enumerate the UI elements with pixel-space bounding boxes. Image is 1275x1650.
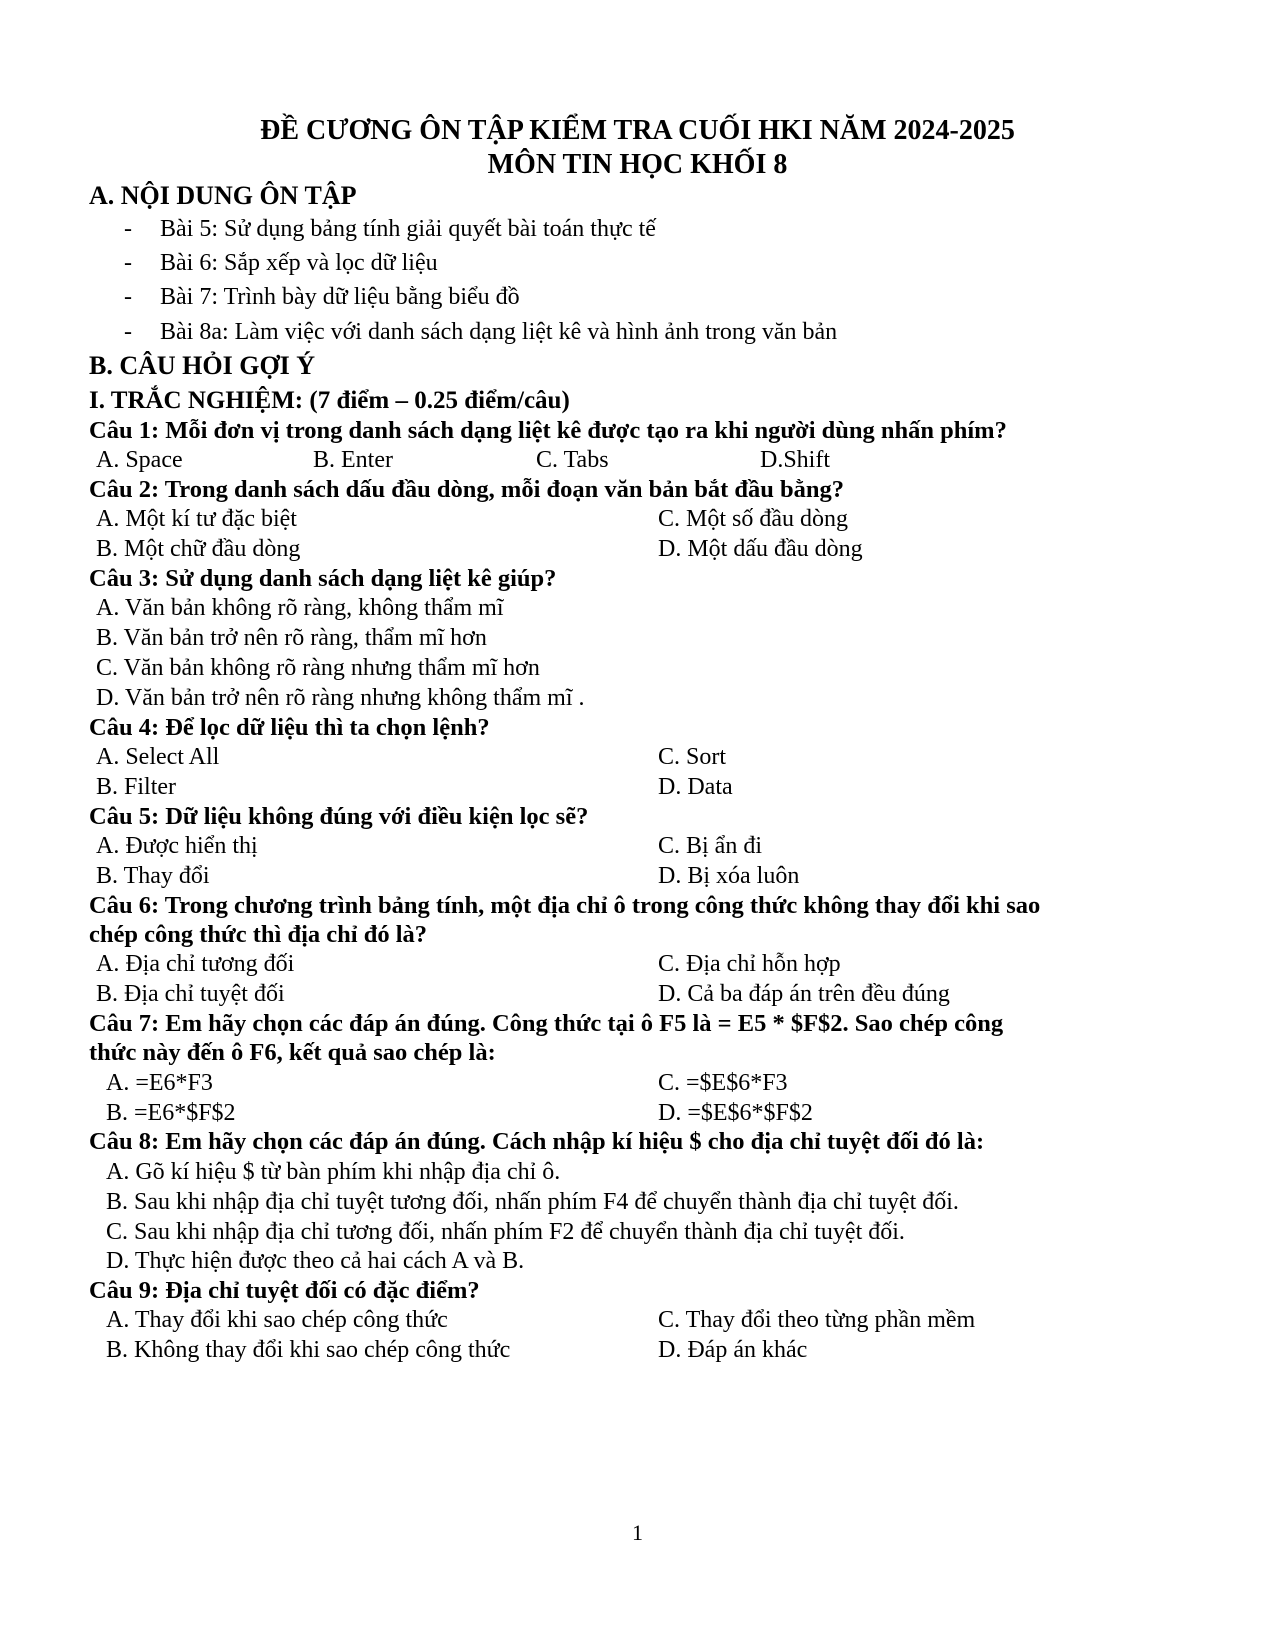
- q7-option-b: B. =E6*$F$2: [106, 1100, 236, 1126]
- document-subtitle: MÔN TIN HỌC KHỐI 8: [487, 149, 788, 180]
- q1-option-a: A. Space: [96, 447, 183, 473]
- dash-bullet: -: [124, 216, 132, 242]
- q2-option-a: A. Một kí tư đặc biệt: [96, 506, 297, 532]
- q9-option-d: D. Đáp án khác: [658, 1337, 808, 1363]
- q8-option-d: D. Thực hiện được theo cả hai cách A và B.: [106, 1248, 525, 1274]
- q3-option-c: C. Văn bản không rõ ràng nhưng thẩm mĩ hơn: [96, 655, 540, 681]
- q4-option-a: A. Select All: [96, 744, 220, 770]
- question-3: Câu 3: Sử dụng danh sách dạng liệt kê giúp?: [89, 565, 557, 592]
- q8-option-a: A. Gõ kí hiệu $ từ bàn phím khi nhập địa chỉ ô.: [106, 1159, 561, 1185]
- q1-option-d: D.Shift: [760, 447, 831, 473]
- q7-option-d: D. =$E$6*$F$2: [658, 1100, 813, 1126]
- q2-option-b: B. Một chữ đầu dòng: [96, 536, 301, 562]
- question-6: Câu 6: Trong chương trình bảng tính, một địa chỉ ô trong công thức không thay đổi khi sao: [89, 892, 1041, 919]
- q5-option-b: B. Thay đổi: [96, 863, 210, 889]
- q1-option-c: C. Tabs: [536, 447, 609, 473]
- q2-option-d: D. Một dấu đầu dòng: [658, 536, 863, 562]
- question-9: Câu 9: Địa chỉ tuyệt đối có đặc điểm?: [89, 1277, 480, 1304]
- q4-option-d: D. Data: [658, 774, 733, 800]
- q8-option-c: C. Sau khi nhập địa chỉ tương đối, nhấn phím F2 để chuyển thành địa chỉ tuyệt đối.: [106, 1219, 905, 1245]
- list-item: - Bài 6: Sắp xếp và lọc dữ liệu: [124, 250, 438, 276]
- document-title: ĐỀ CƯƠNG ÔN TẬP KIỂM TRA CUỐI HKI NĂM 2024-2025: [260, 115, 1015, 146]
- q8-option-b: B. Sau khi nhập địa chỉ tuyệt tương đối, nhấn phím F4 để chuyển thành địa chỉ tuyệt đối.: [106, 1189, 959, 1215]
- q4-option-b: B. Filter: [96, 774, 177, 800]
- question-7: Câu 7: Em hãy chọn các đáp án đúng. Công thức tại ô F5 là = E5 * $F$2. Sao chép công: [89, 1010, 1004, 1037]
- section-a-heading: A. NỘI DUNG ÔN TẬP: [89, 181, 357, 210]
- q6-option-d: D. Cả ba đáp án trên đều đúng: [658, 981, 950, 1007]
- question-1: Câu 1: Mỗi đơn vị trong danh sách dạng liệt kê được tạo ra khi người dùng nhấn phím?: [89, 417, 1007, 444]
- section-b-heading: B. CÂU HỎI GỢI Ý: [89, 351, 316, 380]
- q9-option-b: B. Không thay đổi khi sao chép công thức: [106, 1337, 511, 1363]
- q7-option-a: A. =E6*F3: [106, 1070, 213, 1096]
- list-item: - Bài 8a: Làm việc với danh sách dạng liệt kê và hình ảnh trong văn bản: [124, 319, 838, 345]
- q9-option-a: A. Thay đổi khi sao chép công thức: [106, 1307, 448, 1333]
- question-6-continued: chép công thức thì địa chỉ đó là?: [89, 921, 427, 948]
- q3-option-a: A. Văn bản không rõ ràng, không thẩm mĩ: [96, 595, 504, 621]
- question-4: Câu 4: Để lọc dữ liệu thì ta chọn lệnh?: [89, 714, 490, 741]
- dash-bullet: -: [124, 284, 132, 310]
- question-8: Câu 8: Em hãy chọn các đáp án đúng. Cách nhập kí hiệu $ cho địa chỉ tuyệt đối đó là:: [89, 1128, 985, 1155]
- q9-option-c: C. Thay đổi theo từng phần mềm: [658, 1307, 976, 1333]
- q5-option-c: C. Bị ẩn đi: [658, 833, 763, 859]
- q6-option-c: C. Địa chỉ hỗn hợp: [658, 951, 841, 977]
- question-7-continued: thức này đến ô F6, kết quả sao chép là:: [89, 1039, 496, 1066]
- page-number: 1: [632, 1520, 643, 1545]
- list-item: - Bài 7: Trình bày dữ liệu bằng biểu đồ: [124, 284, 520, 310]
- q2-option-c: C. Một số đầu dòng: [658, 506, 849, 532]
- q6-option-a: A. Địa chỉ tương đối: [96, 951, 295, 977]
- q5-option-a: A. Được hiển thị: [96, 833, 258, 859]
- dash-bullet: -: [124, 319, 132, 345]
- q4-option-c: C. Sort: [658, 744, 727, 770]
- list-item: - Bài 5: Sử dụng bảng tính giải quyết bài toán thực tế: [124, 216, 656, 242]
- q1-option-b: B. Enter: [313, 447, 393, 473]
- q3-option-d: D. Văn bản trở nên rõ ràng nhưng không thẩm mĩ .: [96, 685, 585, 711]
- q3-option-b: B. Văn bản trở nên rõ ràng, thẩm mĩ hơn: [96, 625, 487, 651]
- dash-bullet: -: [124, 250, 132, 276]
- question-5: Câu 5: Dữ liệu không đúng với điều kiện lọc sẽ?: [89, 803, 589, 830]
- question-2: Câu 2: Trong danh sách dấu đầu dòng, mỗi đoạn văn bản bắt đầu bằng?: [89, 476, 845, 503]
- q5-option-d: D. Bị xóa luôn: [658, 863, 800, 889]
- section-b-subheading: I. TRẮC NGHIỆM: (7 điểm – 0.25 điểm/câu): [89, 387, 570, 414]
- q7-option-c: C. =$E$6*F3: [658, 1070, 788, 1096]
- q6-option-b: B. Địa chỉ tuyệt đối: [96, 981, 285, 1007]
